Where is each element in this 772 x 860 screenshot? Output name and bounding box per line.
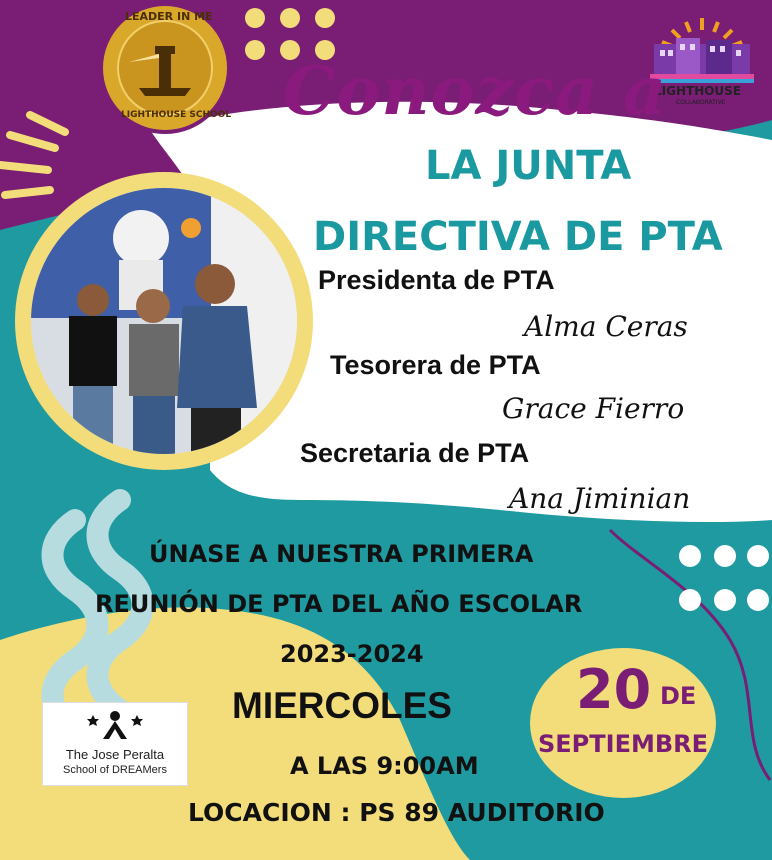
name-presidenta: Alma Ceras xyxy=(524,310,688,343)
meeting-line1: ÚNASE A NUESTRA PRIMERA xyxy=(149,540,534,568)
logo-line2: COLLABORATIVE xyxy=(676,99,726,106)
date-de: DE xyxy=(660,682,697,710)
badge-top-text: LEADER IN ME xyxy=(125,10,213,23)
date-number: 20 xyxy=(576,658,652,721)
leader-in-me-badge xyxy=(103,6,232,130)
logo-line1: LIGHTHOUSE xyxy=(654,84,742,98)
meeting-line3: 2023-2024 xyxy=(280,640,424,668)
role-presidenta: Presidenta de PTA xyxy=(318,265,555,295)
board-photo-frame xyxy=(15,172,313,470)
page-title: Conozca a xyxy=(283,52,667,130)
role-secretaria: Secretaria de PTA xyxy=(300,438,530,468)
subtitle-junta: LA JUNTA xyxy=(425,143,632,189)
date-month: SEPTIEMBRE xyxy=(538,730,709,758)
name-tesorera: Grace Fierro xyxy=(502,392,685,425)
school-logo-card xyxy=(42,702,188,786)
school-subtitle: School of DREAMers xyxy=(63,764,167,776)
name-secretaria: Ana Jiminian xyxy=(509,482,691,515)
subtitle-directiva: DIRECTIVA DE PTA xyxy=(313,214,723,260)
school-name: The Jose Peralta xyxy=(65,747,165,762)
badge-bottom-text: LIGHTHOUSE SCHOOL xyxy=(121,110,232,120)
role-tesorera: Tesorera de PTA xyxy=(330,350,541,380)
meeting-line2: REUNIÓN DE PTA DEL AÑO ESCOLAR xyxy=(95,590,583,618)
meeting-day: MIERCOLES xyxy=(232,685,452,726)
date-circle xyxy=(530,648,716,798)
board-photo xyxy=(31,188,297,454)
meeting-location: LOCACION : PS 89 AUDITORIO xyxy=(188,798,605,827)
meeting-time: A LAS 9:00AM xyxy=(290,752,479,780)
people-stars-icon xyxy=(85,709,145,745)
lighthouse-emblem-icon xyxy=(117,20,213,116)
